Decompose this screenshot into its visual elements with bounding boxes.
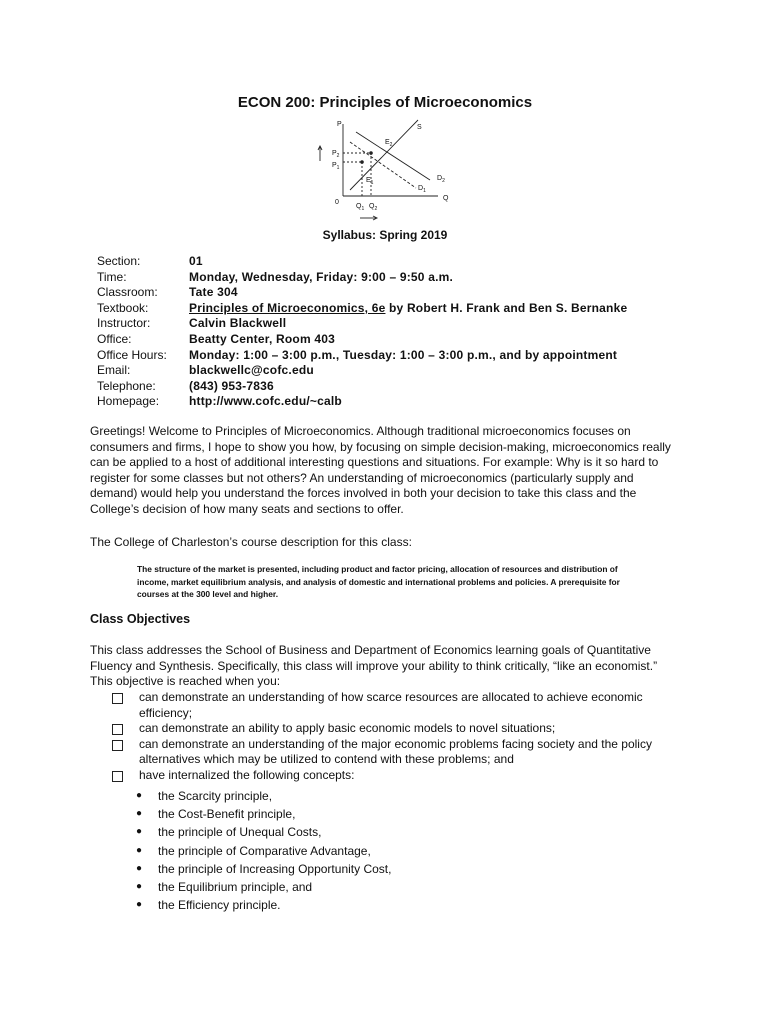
bullet-icon: ● bbox=[136, 899, 143, 911]
checklist-item: can demonstrate an understanding of the major economic problems facing society and the policy alternatives which may be utilized to contend with these problems; and bbox=[110, 737, 690, 768]
concepts-list bbox=[136, 787, 391, 914]
concept-item: ● the Scarcity principle, bbox=[136, 787, 391, 805]
svg-text:E2: $E_2$ bbox=[385, 139, 393, 148]
checklist-item: can demonstrate an understanding of how scarce resources are allocated to achieve economic efficiency; bbox=[110, 690, 690, 721]
svg-text:Q2: $Q_2$ bbox=[369, 203, 378, 212]
checklist-item: have internalized the following concepts: bbox=[110, 768, 690, 784]
concept-item: ● the Efficiency principle. bbox=[136, 896, 391, 914]
info-row-email: Email: blackwellc@cofc.edu bbox=[97, 363, 314, 378]
bullet-icon: ● bbox=[136, 790, 143, 801]
info-row-telephone: Telephone: (843) 953-7836 bbox=[97, 378, 274, 393]
concept-item: ● the principle of Unequal Costs, bbox=[136, 823, 391, 841]
supply-curve bbox=[350, 120, 418, 190]
svg-text:E1: $E_1$ bbox=[366, 177, 374, 186]
course-description-intro: The College of Charleston’s course description for this class: bbox=[90, 535, 412, 549]
course-info-table bbox=[97, 254, 627, 410]
concept-item: ● the principle of Comparative Advantage, bbox=[136, 842, 391, 860]
supply-demand-graph bbox=[310, 112, 460, 227]
q-axis-label: Q bbox=[443, 195, 449, 202]
bullet-icon: ● bbox=[136, 881, 143, 893]
bullet-icon: ● bbox=[136, 844, 143, 856]
info-row-classroom: Classroom: Tate 304 bbox=[97, 285, 238, 300]
checkbox-icon bbox=[112, 724, 123, 735]
page-title: ECON 200: Principles of Microeconomics bbox=[237, 94, 533, 111]
syllabus-subtitle: Syllabus: Spring 2019 bbox=[322, 228, 448, 242]
svg-text:P2: $P_2$ bbox=[332, 150, 340, 159]
bullet-icon: ● bbox=[136, 826, 143, 838]
checkbox-icon bbox=[112, 693, 123, 704]
p-axis-label: P bbox=[337, 121, 342, 128]
bullet-icon: ● bbox=[136, 862, 143, 874]
svg-text:P1: $P_1$ bbox=[332, 162, 340, 171]
class-objectives-heading: Class Objectives bbox=[90, 612, 191, 626]
svg-text:D1: $D_1$ bbox=[418, 185, 426, 194]
objectives-checklist bbox=[110, 690, 690, 784]
concept-item: ● the principle of Increasing Opportunity Cost, bbox=[136, 860, 391, 878]
info-row-instructor: Instructor: Calvin Blackwell bbox=[97, 316, 287, 331]
info-row-homepage: Homepage: http://www.cofc.edu/~calb bbox=[97, 394, 342, 409]
textbook-title: Principles of Microeconomics, 6e bbox=[189, 300, 386, 315]
concept-item: ● the Cost-Benefit principle, bbox=[136, 805, 391, 823]
checklist-item: can demonstrate an ability to apply basic economic models to novel situations; bbox=[110, 721, 690, 737]
supply-label: S bbox=[417, 124, 422, 131]
info-row-section: Section: 01 bbox=[97, 254, 203, 268]
svg-text:Q1: $Q_1$ bbox=[356, 203, 365, 212]
concept-item: ● the Equilibrium principle, and bbox=[136, 878, 391, 896]
origin-label: 0 bbox=[335, 199, 339, 206]
info-row-time: Time: Monday, Wednesday, Friday: 9:00 – 9:50 a.m. bbox=[97, 269, 454, 284]
bullet-icon: ● bbox=[136, 808, 143, 820]
svg-text:D2: $D_2$ bbox=[437, 175, 445, 184]
info-row-textbook: Textbook: Principles of Microeconomics, 6e by Robert H. Frank and Ben S. Bernanke bbox=[97, 300, 628, 315]
info-row-office-hours: Office Hours: Monday: 1:00 – 3:00 p.m., Tuesday: 1:00 – 3:00 p.m., and by appointment bbox=[97, 347, 618, 362]
supply-demand-figure bbox=[310, 112, 460, 227]
course-description: The structure of the market is presented, including product and factor pricing, allocation of resources and distribution of income, market equilibrium analysis, and analysis of domestic and international problems and policies. A prerequisite for courses at the 300 level and higher. bbox=[137, 564, 620, 600]
greeting-paragraph: Greetings! Welcome to Principles of Microeconomics. Although traditional microeconomics focuses on consumers and firms, I hope to show you how, by focusing on simple decision-making, microeconomics really can be applied to a host of additional interesting questions and situations. For example: Why is it so hard to register for some classes but not others? An understanding of microeconomics (particularly supply and demand) would help you understand the forces involved in both your decision to take this class and the College’s decision of how many seats and sections to offer. bbox=[90, 424, 671, 516]
checkbox-icon bbox=[112, 771, 123, 782]
info-row-office: Office: Beatty Center, Room 403 bbox=[97, 331, 335, 346]
objectives-intro: This class addresses the School of Business and Department of Economics learning goals of Quantitative Fluency and Synthesis. Specifically, this class will improve your ability to think critically, “like an economist.” This objective is reached when you: bbox=[90, 643, 658, 689]
checkbox-icon bbox=[112, 740, 123, 751]
